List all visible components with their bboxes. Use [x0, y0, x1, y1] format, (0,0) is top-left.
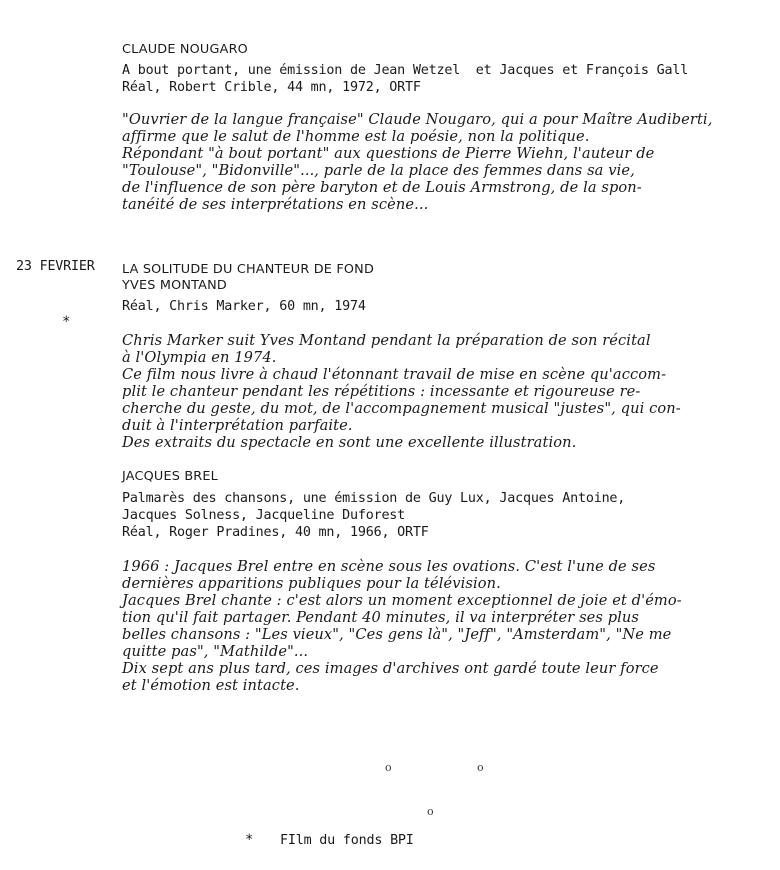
brel-desc-line-4: tion qu'il fait partager. Pendant 40 minutes, il va interpréter ses plus: [122, 609, 640, 626]
ink-speck: o: [385, 761, 392, 774]
brel-credits-line-3: Réal, Roger Pradines, 40 mn, 1966, ORTF: [122, 525, 429, 540]
footnote-text: FIlm du fonds BPI: [280, 833, 414, 848]
brel-desc-line-8: et l'émotion est intacte.: [122, 677, 300, 694]
nougaro-credits-line-1: A bout portant, une émission de Jean Wetzel et Jacques et François Gall: [122, 63, 689, 78]
brel-credits-line-2: Jacques Solness, Jacqueline Duforest: [122, 508, 406, 523]
ink-speck: o: [477, 761, 484, 774]
brel-desc-line-1: 1966 : Jacques Brel entre en scène sous les ovations. C'est l'une de ses: [122, 558, 656, 575]
montand-date: 23 FEVRIER: [16, 259, 95, 274]
nougaro-desc-line-3: Répondant "à bout portant" aux questions de Pierre Wiehn, l'auteur de: [122, 145, 655, 162]
montand-desc-line-2: à l'Olympia en 1974.: [122, 349, 277, 366]
brel-desc-line-3: Jacques Brel chante : c'est alors un moment exceptionnel de joie et d'émo-: [122, 592, 682, 609]
brel-credits-line-1: Palmarès des chansons, une émission de Guy Lux, Jacques Antoine,: [122, 491, 626, 506]
montand-desc-line-5: cherche du geste, du mot, de l'accompagnement musical "justes", qui con-: [122, 400, 681, 417]
montand-desc-line-3: Ce film nous livre à chaud l'étonnant travail de mise en scène qu'accom-: [122, 366, 667, 383]
nougaro-desc-line-2: affirme que le salut de l'homme est la poésie, non la politique.: [122, 128, 590, 145]
montand-credits: Réal, Chris Marker, 60 mn, 1974: [122, 299, 366, 314]
brel-desc-line-5: belles chansons : "Les vieux", "Ces gens là", "Jeff", "Amsterdam", "Ne me: [122, 626, 672, 643]
montand-title: LA SOLITUDE DU CHANTEUR DE FOND: [122, 262, 375, 277]
footnote-marker: *: [245, 832, 254, 848]
nougaro-title: CLAUDE NOUGARO: [122, 42, 248, 57]
bpi-marker: *: [62, 314, 71, 330]
nougaro-desc-line-5: de l'influence de son père baryton et de Louis Armstrong, de la spon-: [122, 179, 642, 196]
montand-desc-line-6: duit à l'interprétation parfaite.: [122, 417, 353, 434]
montand-desc-line-1: Chris Marker suit Yves Montand pendant la préparation de son récital: [122, 332, 651, 349]
montand-desc-line-4: plit le chanteur pendant les répétitions : incessante et rigoureuse re-: [122, 383, 641, 400]
ink-speck: o: [427, 805, 434, 818]
brel-desc-line-6: quitte pas", "Mathilde"...: [122, 643, 309, 660]
montand-subtitle: YVES MONTAND: [122, 278, 227, 293]
montand-desc-line-7: Des extraits du spectacle en sont une excellente illustration.: [122, 434, 577, 451]
nougaro-desc-line-6: tanéité de ses interprétations en scène...: [122, 196, 429, 213]
nougaro-credits-line-2: Réal, Robert Crible, 44 mn, 1972, ORTF: [122, 80, 421, 95]
brel-title: JACQUES BREL: [122, 469, 219, 484]
brel-desc-line-2: dernières apparitions publiques pour la télévision.: [122, 575, 501, 592]
brel-desc-line-7: Dix sept ans plus tard, ces images d'archives ont gardé toute leur force: [122, 660, 659, 677]
nougaro-desc-line-1: "Ouvrier de la langue française" Claude Nougaro, qui a pour Maître Audiberti,: [122, 111, 713, 128]
nougaro-desc-line-4: "Toulouse", "Bidonville"..., parle de la place des femmes dans sa vie,: [122, 162, 635, 179]
